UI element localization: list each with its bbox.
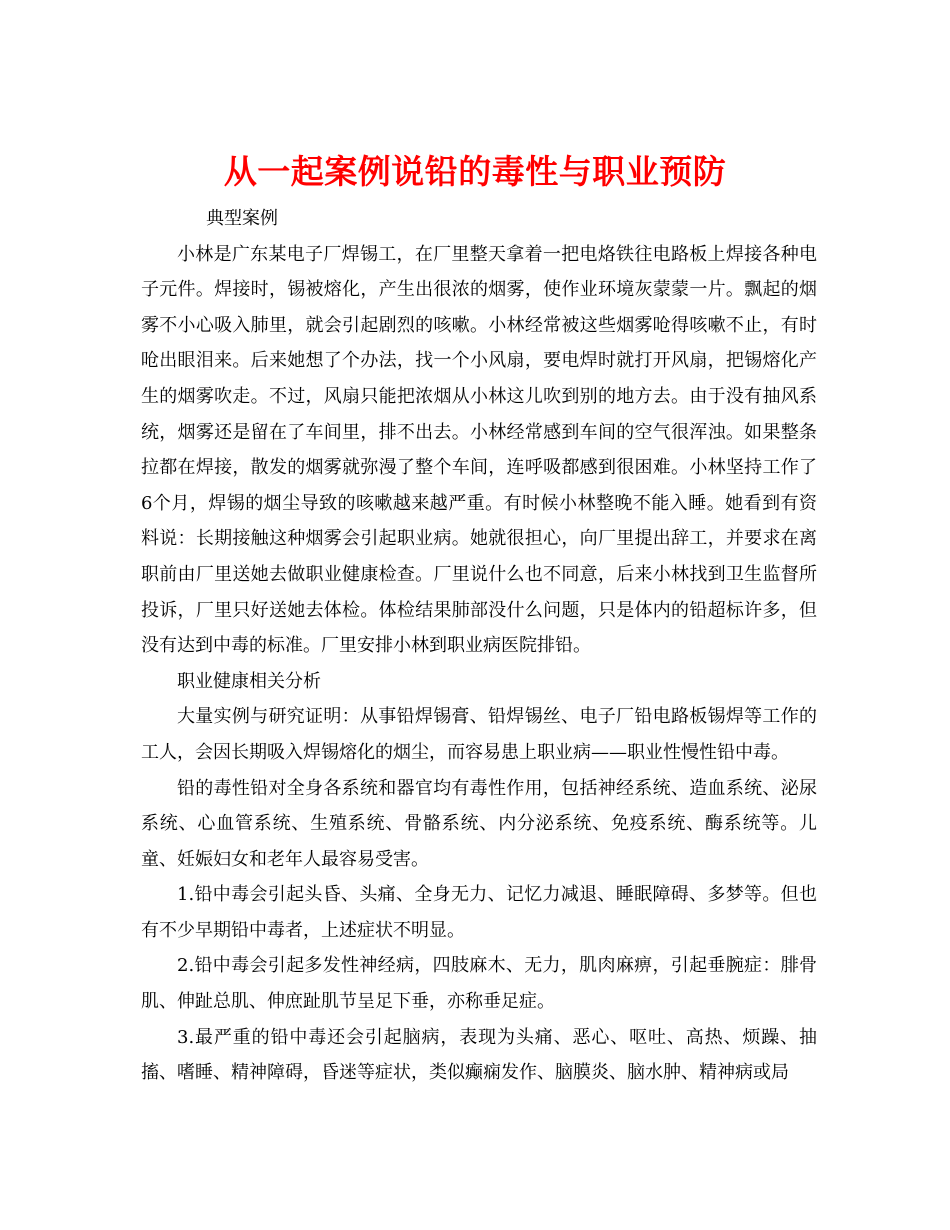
document-title: 从一起案例说铅的毒性与职业预防 xyxy=(223,152,727,192)
paragraph-symptom-2: 2.铅中毒会引起多发性神经病，四肢麻木、无力，肌肉麻痹，引起垂腕症：腓骨肌、伸趾总肌、伸庶趾肌节呈足下垂，亦称垂足症。 xyxy=(141,955,817,1013)
document-body xyxy=(141,201,817,1091)
paragraph-research-evidence: 大量实例与研究证明：从事铅焊锡膏、铅焊锡丝、电子厂铅电路板锡焊等工作的工人，会因长期吸入焊锡熔化的烟尘，而容易患上职业病——职业性慢性铅中毒。 xyxy=(141,706,817,763)
paragraph-symptom-1: 1.铅中毒会引起头昏、头痛、全身无力、记忆力减退、睡眠障碍、多梦等。但也有不少早期铅中毒者，上述症状不明显。 xyxy=(141,884,817,941)
section-heading-health-analysis: 职业健康相关分析 xyxy=(177,670,321,692)
paragraph-symptom-3: 3.最严重的铅中毒还会引起脑病，表现为头痛、恶心、呕吐、高热、烦躁、抽搐、嗜睡、精神障碍，昏迷等症状，类似癫痫发作、脑膜炎、脑水肿、精神病或局 xyxy=(141,1026,817,1084)
section-heading-typical-case: 典型案例 xyxy=(206,208,278,229)
paragraph-case-story: 小林是广东某电子厂焊锡工，在厂里整天拿着一把电烙铁往电路板上焊接各种电子元件。焊接时，锡被熔化，产生出很浓的烟雾，使作业环境灰蒙蒙一片。飘起的烟雾不小心吸入肺里，就会引起剧烈的咳嗽。小林经常被这些烟雾呛得咳嗽不止，有时呛出眼泪来。后来她想了个办法，找一个小风扇，要电焊时就打开风扇，把锡熔化产生的烟雾吹走。不过，风扇只能把浓烟从小林这儿吹到别的地方去。由于没有抽风系统，烟雾还是留在了车间里，排不出去。小林经常感到车间的空气很浑浊。如果整条拉都在焊接，散发的烟雾就弥漫了整个车间，连呼吸都感到很困难。小林坚持工作了6个月，焊锡的烟尘导致的咳嗽越来越严重。有时候小林整晚不能入睡。她看到有资料说：长期接触这种烟雾会引起职业病。她就很担心，向厂里提出辞工，并要求在离职前由厂里送她去做职业健康检查。厂里说什么也不同意，后来小林找到卫生监督所投诉，厂里只好送她去体检。体检结果肺部没什么问题，只是体内的铅超标许多，但没有达到中毒的标准。厂里安排小林到职业病医院排铅。 xyxy=(141,243,817,657)
paragraph-lead-toxicity: 铅的毒性铅对全身各系统和器官均有毒性作用，包括神经系统、造血系统、泌尿系统、心血管系统、生殖系统、骨骼系统、内分泌系统、免疫系统、酶系统等。儿童、妊娠妇女和老年人最容易受害。 xyxy=(141,777,817,870)
